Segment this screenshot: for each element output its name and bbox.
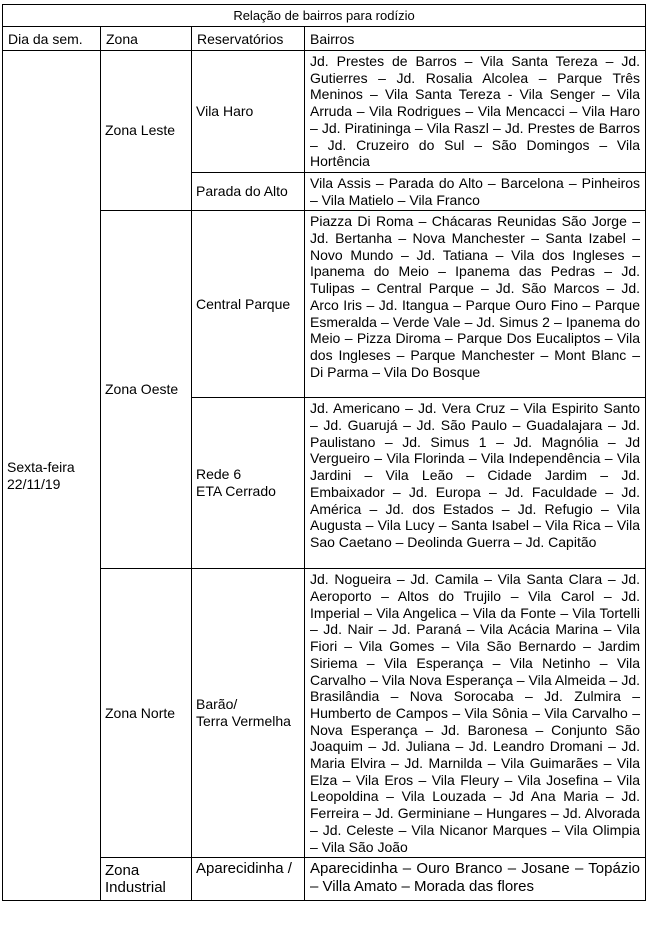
header-zone: Zona — [101, 27, 192, 51]
reservoir-rede-6 — [192, 398, 305, 569]
bairros-parada-do-alto: Vila Assis – Parada do Alto – Barcelona – Pinheiros – Vila Matielo – Vila Franco — [305, 172, 646, 210]
reservoir-barao — [192, 569, 305, 858]
day-date: 22/11/19 — [7, 475, 61, 492]
bairros-central-parque: Piazza Di Roma – Chácaras Reunidas São Jorge – Jd. Bertanha – Nova Manchester – Santa Izabel – Novo Mundo – Jd. Tatiana – Vila dos Ingleses – Ipanema do Meio – Ipanema das Pedras – Jd. Tulipas – Central Parque – Jd. São Marcos – Jd. Arco Iris – Jd. Itangua – Parque Ouro Fino – Parque Esmeralda – Verde Vale – Jd. Simus 2 – Ipanema do Meio – Pizza Diroma – Parque Dos Eucaliptos – Vila dos Ingleses – Parque Manchester – Mont Blanc – Di Parma – Vila Do Bosque — [305, 211, 646, 398]
header-row — [3, 27, 646, 51]
header-neighborhoods: Bairros — [305, 27, 646, 51]
reservoir-barao-line1: Barão/ — [196, 696, 238, 713]
day-cell — [3, 51, 101, 901]
day-name: Sexta-feira — [7, 458, 75, 475]
table-title: Relação de bairros para rodízio — [3, 5, 646, 27]
bairros-aparecidinha: Aparecidinha – Ouro Branco – Josane – Topázio – Villa Amato – Morada das flores — [305, 858, 646, 901]
zone-oeste: Zona Oeste — [101, 211, 192, 569]
zone-industrial — [101, 858, 192, 901]
rotation-table — [2, 4, 646, 901]
bairros-rede-6: Jd. Americano – Jd. Vera Cruz – Vila Espirito Santo – Jd. Guarujá – Jd. São Paulo – Guadalajara – Jd. Paulistano – Jd. Simus 1 – Jd. Magnólia – Jd Vergueiro – Vila Florinda – Vila Independência – Vila Jardini – Vila Leão – Cidade Jardim – Jd. Embaixador – Jd. Europa – Jd. Faculdade – Jd. América – Jd. dos Estados – Jd. Refugio – Vila Augusta – Vila Lucy – Santa Isabel – Vila Rica – Vila Sao Caetano – Deolinda Guerra – Jd. Capitão — [305, 398, 646, 569]
zone-industrial-line1: Zona — [105, 862, 140, 880]
zone-industrial-line2: Industrial — [105, 879, 166, 897]
header-reservoirs: Reservatórios — [192, 27, 305, 51]
bairros-barao: Jd. Nogueira – Jd. Camila – Vila Santa Clara – Jd. Aeroporto – Altos do Trujilo – Vila Carol – Jd. Imperial – Vila Angelica – Vila da Fonte – Vila Tortelli – Jd. Nair – Jd. Paraná – Vila Acácia Marina – Vila Fiori – Vila Gomes – Vila São Bernardo – Jardim Siriema – Vila Esperança – Vila Netinho – Vila Carvalho – Vila Nova Esperança – Vila Almeida – Jd. Brasilândia – Nova Sorocaba – Jd. Zulmira – Humberto de Campos – Vila Sônia – Vila Carvalho – Nova Esperança – Jd. Baronesa – Conjunto São Joaquim – Jd. Juliana – Jd. Leandro Dromani – Jd. Maria Elvira – Jd. Marnilda – Vila Guimarães – Vila Elza – Vila Eros – Vila Fleury – Vila Josefina – Vila Leopoldina – Vila Louzada – Jd Ana Maria – Jd. Ferreira – Jd. Germiniane – Hungares – Jd. Alvorada – Jd. Celeste – Vila Nicanor Marques – Vila Olimpia – Vila São João — [305, 569, 646, 858]
reservoir-vila-haro: Vila Haro — [192, 51, 305, 173]
reservoir-rede-6-line2: ETA Cerrado — [196, 483, 276, 500]
reservoir-central-parque: Central Parque — [192, 211, 305, 398]
zone-leste: Zona Leste — [101, 51, 192, 211]
reservoir-barao-line2: Terra Vermelha — [196, 713, 291, 730]
header-day: Dia da sem. — [3, 27, 101, 51]
zone-norte: Zona Norte — [101, 569, 192, 858]
reservoir-aparecidinha: Aparecidinha / — [192, 858, 305, 901]
reservoir-parada-do-alto: Parada do Alto — [192, 172, 305, 210]
table-row — [3, 51, 646, 173]
bairros-vila-haro: Jd. Prestes de Barros – Vila Santa Tereza – Jd. Gutierres – Jd. Rosalia Alcolea – Parque Três Meninos – Vila Santa Tereza - Vila Senger – Vila Arruda – Vila Rodrigues – Vila Mencacci – Vila Haro – Jd. Piratininga – Vila Raszl – Jd. Prestes de Barros – Jd. Cruzeiro do Sul – São Domingos – Vila Hortência — [305, 51, 646, 173]
title-row — [3, 5, 646, 27]
reservoir-rede-6-line1: Rede 6 — [196, 466, 242, 483]
